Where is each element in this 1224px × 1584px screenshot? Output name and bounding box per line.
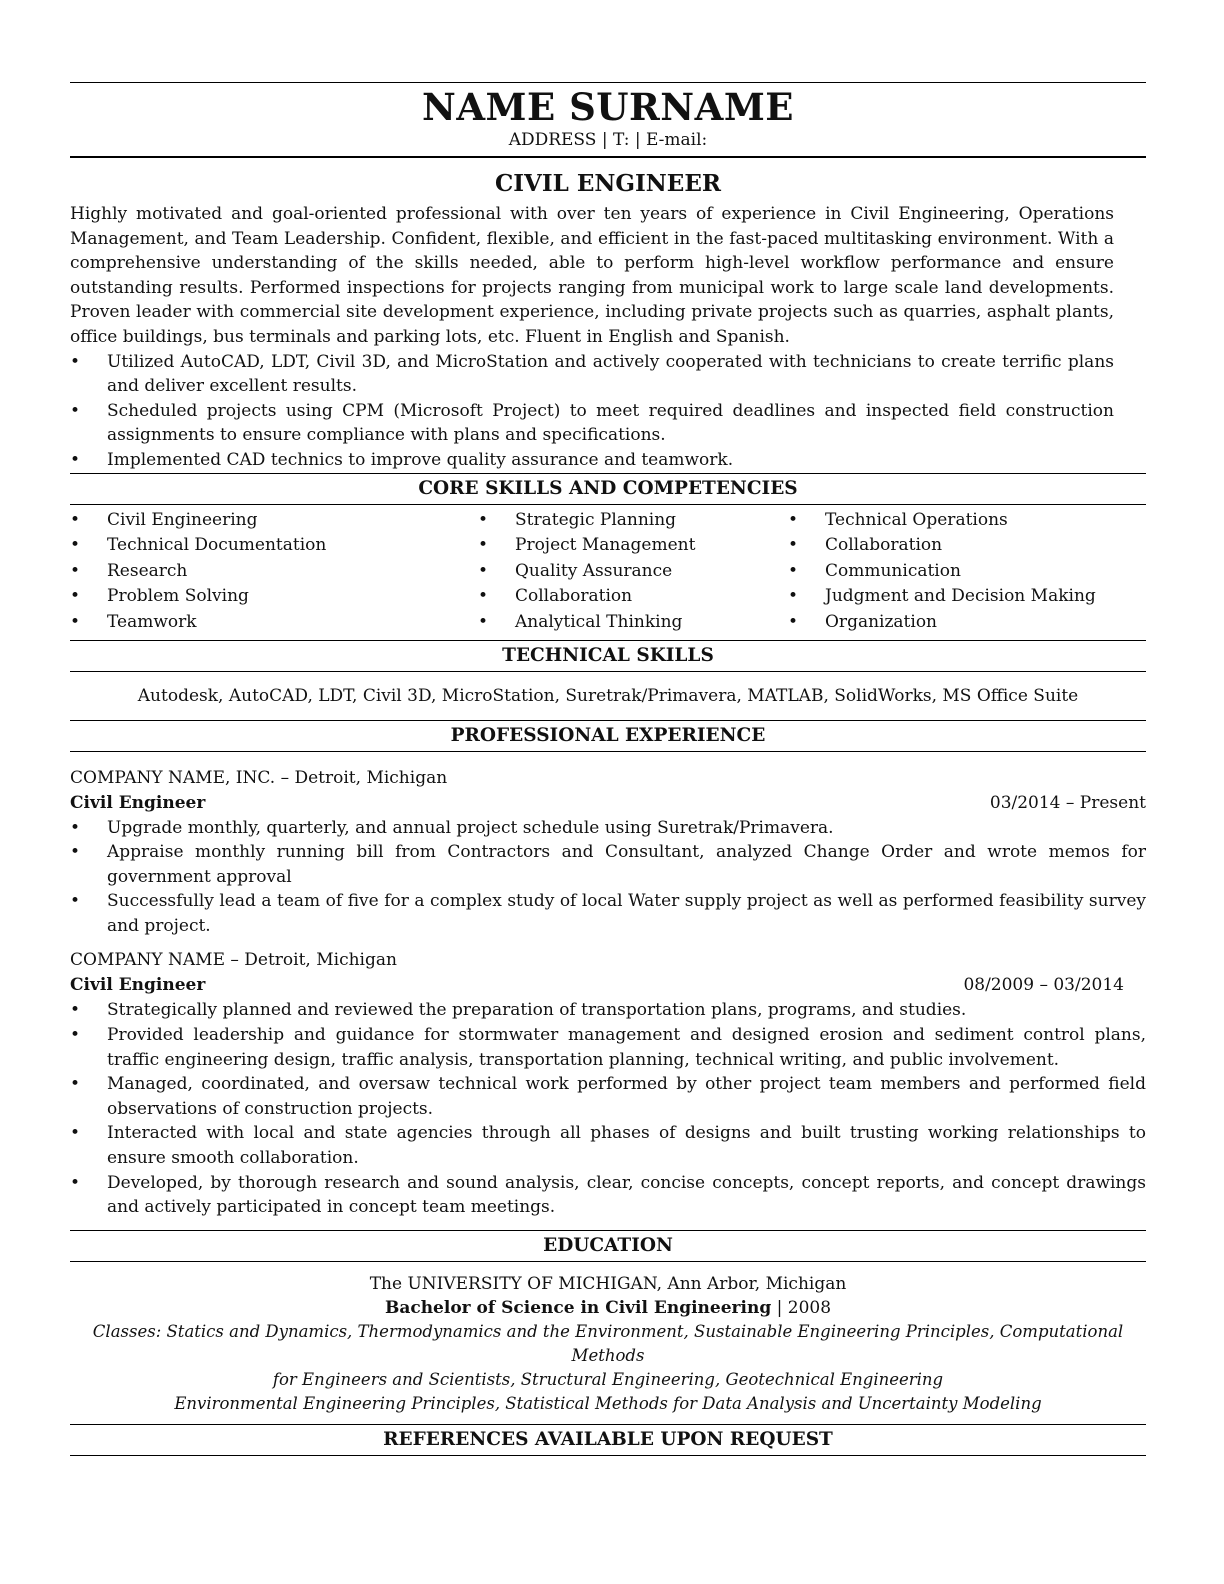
bullet-icon: • xyxy=(478,535,489,556)
bullet-icon: • xyxy=(478,560,489,581)
role-title: Civil Engineer xyxy=(70,792,206,813)
role-title: Civil Engineer xyxy=(70,975,206,996)
bullet-icon: • xyxy=(70,1000,81,1021)
resume-page xyxy=(70,82,1146,1456)
job-entry-1 xyxy=(70,752,1146,939)
classes-line: for Engineers and Scientists, Structural Engineering, Geotechnical Engineering xyxy=(272,1369,944,1389)
bullet-icon: • xyxy=(788,509,799,530)
job-bullets xyxy=(70,998,1146,1219)
contact-line: ADDRESS | T: | E-mail: xyxy=(508,130,708,150)
experience-heading: PROFESSIONAL EXPERIENCE xyxy=(450,724,766,746)
degree-title: Bachelor of Science in Civil Engineering xyxy=(384,1297,772,1318)
bullet-icon: • xyxy=(70,1172,81,1193)
skills-column-3 xyxy=(788,508,1146,636)
company-name: COMPANY NAME, INC. – Detroit, Michigan xyxy=(70,767,448,788)
bullet-icon: • xyxy=(788,586,799,607)
graduation-year: 2008 xyxy=(787,1297,832,1318)
degree-separator: | xyxy=(771,1297,788,1318)
list-item: • Successfully lead a team of five for a complex study of local Water supply project as well as performed feasibility survey and project. xyxy=(70,891,1146,936)
list-item: • Strategically planned and reviewed the preparation of transportation plans, programs, and studies. xyxy=(70,998,1146,1023)
bullet-icon: • xyxy=(478,586,489,607)
top-divider xyxy=(70,82,1146,83)
classes-line: Environmental Engineering Principles, Statistical Methods for Data Analysis and Uncertainty Modeling xyxy=(174,1393,1042,1413)
list-item: • Strategic Planning xyxy=(478,508,788,534)
list-item: • Technical Operations xyxy=(788,508,1146,534)
list-item: • Communication xyxy=(788,559,1146,585)
list-item: • Teamwork xyxy=(70,610,478,636)
list-item: • Implemented CAD technics to improve quality assurance and teamwork. xyxy=(70,448,1114,473)
list-item: • Appraise monthly running bill from Contractors and Consultant, analyzed Change Order and wrote memos for government approval xyxy=(70,842,1146,887)
job-entry-2 xyxy=(70,938,1146,1219)
list-item: • Research xyxy=(70,559,478,585)
skills-column-2 xyxy=(478,508,788,636)
role-row xyxy=(70,973,1146,998)
job-dates: 03/2014 – Present xyxy=(989,792,1146,813)
header-divider xyxy=(70,156,1146,158)
bullet-icon: • xyxy=(70,509,81,530)
bullet-icon: • xyxy=(70,817,81,838)
references-note: REFERENCES AVAILABLE UPON REQUEST xyxy=(383,1428,833,1450)
skills-column-1 xyxy=(70,508,478,636)
list-item: • Collaboration xyxy=(788,533,1146,559)
bullet-icon: • xyxy=(70,535,81,556)
list-item: • Analytical Thinking xyxy=(478,610,788,636)
list-item: • Scheduled projects using CPM (Microsoft Project) to meet required deadlines and inspected field construction assignments to ensure compliance with plans and specifications. xyxy=(70,400,1114,446)
technical-skills-heading: TECHNICAL SKILLS xyxy=(502,644,714,666)
bullet-icon: • xyxy=(70,1123,81,1144)
list-item: • Project Management xyxy=(478,533,788,559)
list-item: • Quality Assurance xyxy=(478,559,788,585)
bullet-icon: • xyxy=(788,535,799,556)
bullet-icon: • xyxy=(70,351,81,372)
role-row xyxy=(70,791,1146,816)
bullet-icon: • xyxy=(70,449,81,470)
bullet-icon: • xyxy=(70,1025,81,1046)
list-item: • Problem Solving xyxy=(70,584,478,610)
company-name: COMPANY NAME – Detroit, Michigan xyxy=(70,950,397,971)
job-title: CIVIL ENGINEER xyxy=(494,170,721,197)
list-item: • Developed, by thorough research and sound analysis, clear, concise concepts, concept reports, and concept drawings and actively participated in concept team meetings. xyxy=(70,1172,1146,1218)
bullet-icon: • xyxy=(70,842,81,863)
education-block xyxy=(70,1262,1146,1424)
school-name: The UNIVERSITY OF MICHIGAN, Ann Arbor, Michigan xyxy=(369,1273,847,1294)
bullet-icon: • xyxy=(70,586,81,607)
bullet-icon: • xyxy=(70,400,81,421)
bullet-icon: • xyxy=(478,611,489,632)
bullet-icon: • xyxy=(70,611,81,632)
list-item: • Judgment and Decision Making xyxy=(788,584,1146,610)
bullet-icon: • xyxy=(70,891,81,912)
education-heading: EDUCATION xyxy=(543,1234,673,1256)
list-item: • Managed, coordinated, and oversaw technical work performed by other project team members and performed field observations of construction projects. xyxy=(70,1074,1146,1119)
classes-line: Classes: Statics and Dynamics, Thermodynamics and the Environment, Sustainable Engineering Principles, Computational Methods xyxy=(92,1321,1124,1365)
bullet-icon: • xyxy=(788,611,799,632)
list-item: • Utilized AutoCAD, LDT, Civil 3D, and MicroStation and actively cooperated with technicians to create terrific plans and deliver excellent results. xyxy=(70,351,1114,397)
candidate-name: NAME SURNAME xyxy=(422,85,794,129)
bullet-icon: • xyxy=(788,560,799,581)
list-item: • Collaboration xyxy=(478,584,788,610)
list-item: • Interacted with local and state agencies through all phases of designs and built trusting working relationships to ensure smooth collaboration. xyxy=(70,1123,1146,1169)
bullet-icon: • xyxy=(478,509,489,530)
technical-skills-list: Autodesk, AutoCAD, LDT, Civil 3D, MicroStation, Suretrak/Primavera, MATLAB, SolidWorks, MS Office Suite xyxy=(137,685,1079,706)
list-item: • Civil Engineering xyxy=(70,508,478,534)
summary-bullets xyxy=(70,350,1114,473)
list-item: • Organization xyxy=(788,610,1146,636)
bullet-icon: • xyxy=(70,1074,81,1095)
list-item: • Upgrade monthly, quarterly, and annual project schedule using Suretrak/Primavera. xyxy=(70,816,1146,841)
degree-line xyxy=(70,1296,1146,1320)
core-skills-heading: CORE SKILLS AND COMPETENCIES xyxy=(418,477,798,499)
bullet-icon: • xyxy=(70,560,81,581)
core-skills-grid xyxy=(70,505,1146,640)
job-dates: 08/2009 – 03/2014 xyxy=(963,975,1124,996)
list-item: • Provided leadership and guidance for stormwater management and designed erosion and sediment control plans, traffic engineering design, traffic analysis, transportation planning, technical writing, and public involvement. xyxy=(70,1025,1146,1070)
job-bullets xyxy=(70,816,1146,939)
summary-paragraph: Highly motivated and goal-oriented professional with over ten years of experience in Civil Engineering, Operations Management, and Team Leadership. Confident, flexible, and efficient in the fast-paced multitasking environment. With a comprehensive understanding of the skills needed, able to perform high-level workflow performance and ensure outstanding results. Performed inspections for projects ranging from municipal work to large scale land developments. Proven leader with commercial site development experience, including private projects such as quarries, asphalt plants, office buildings, bus terminals and parking lots, etc. Fluent in English and Spanish. xyxy=(70,204,1114,347)
bottom-divider xyxy=(70,1455,1146,1456)
list-item: • Technical Documentation xyxy=(70,533,478,559)
